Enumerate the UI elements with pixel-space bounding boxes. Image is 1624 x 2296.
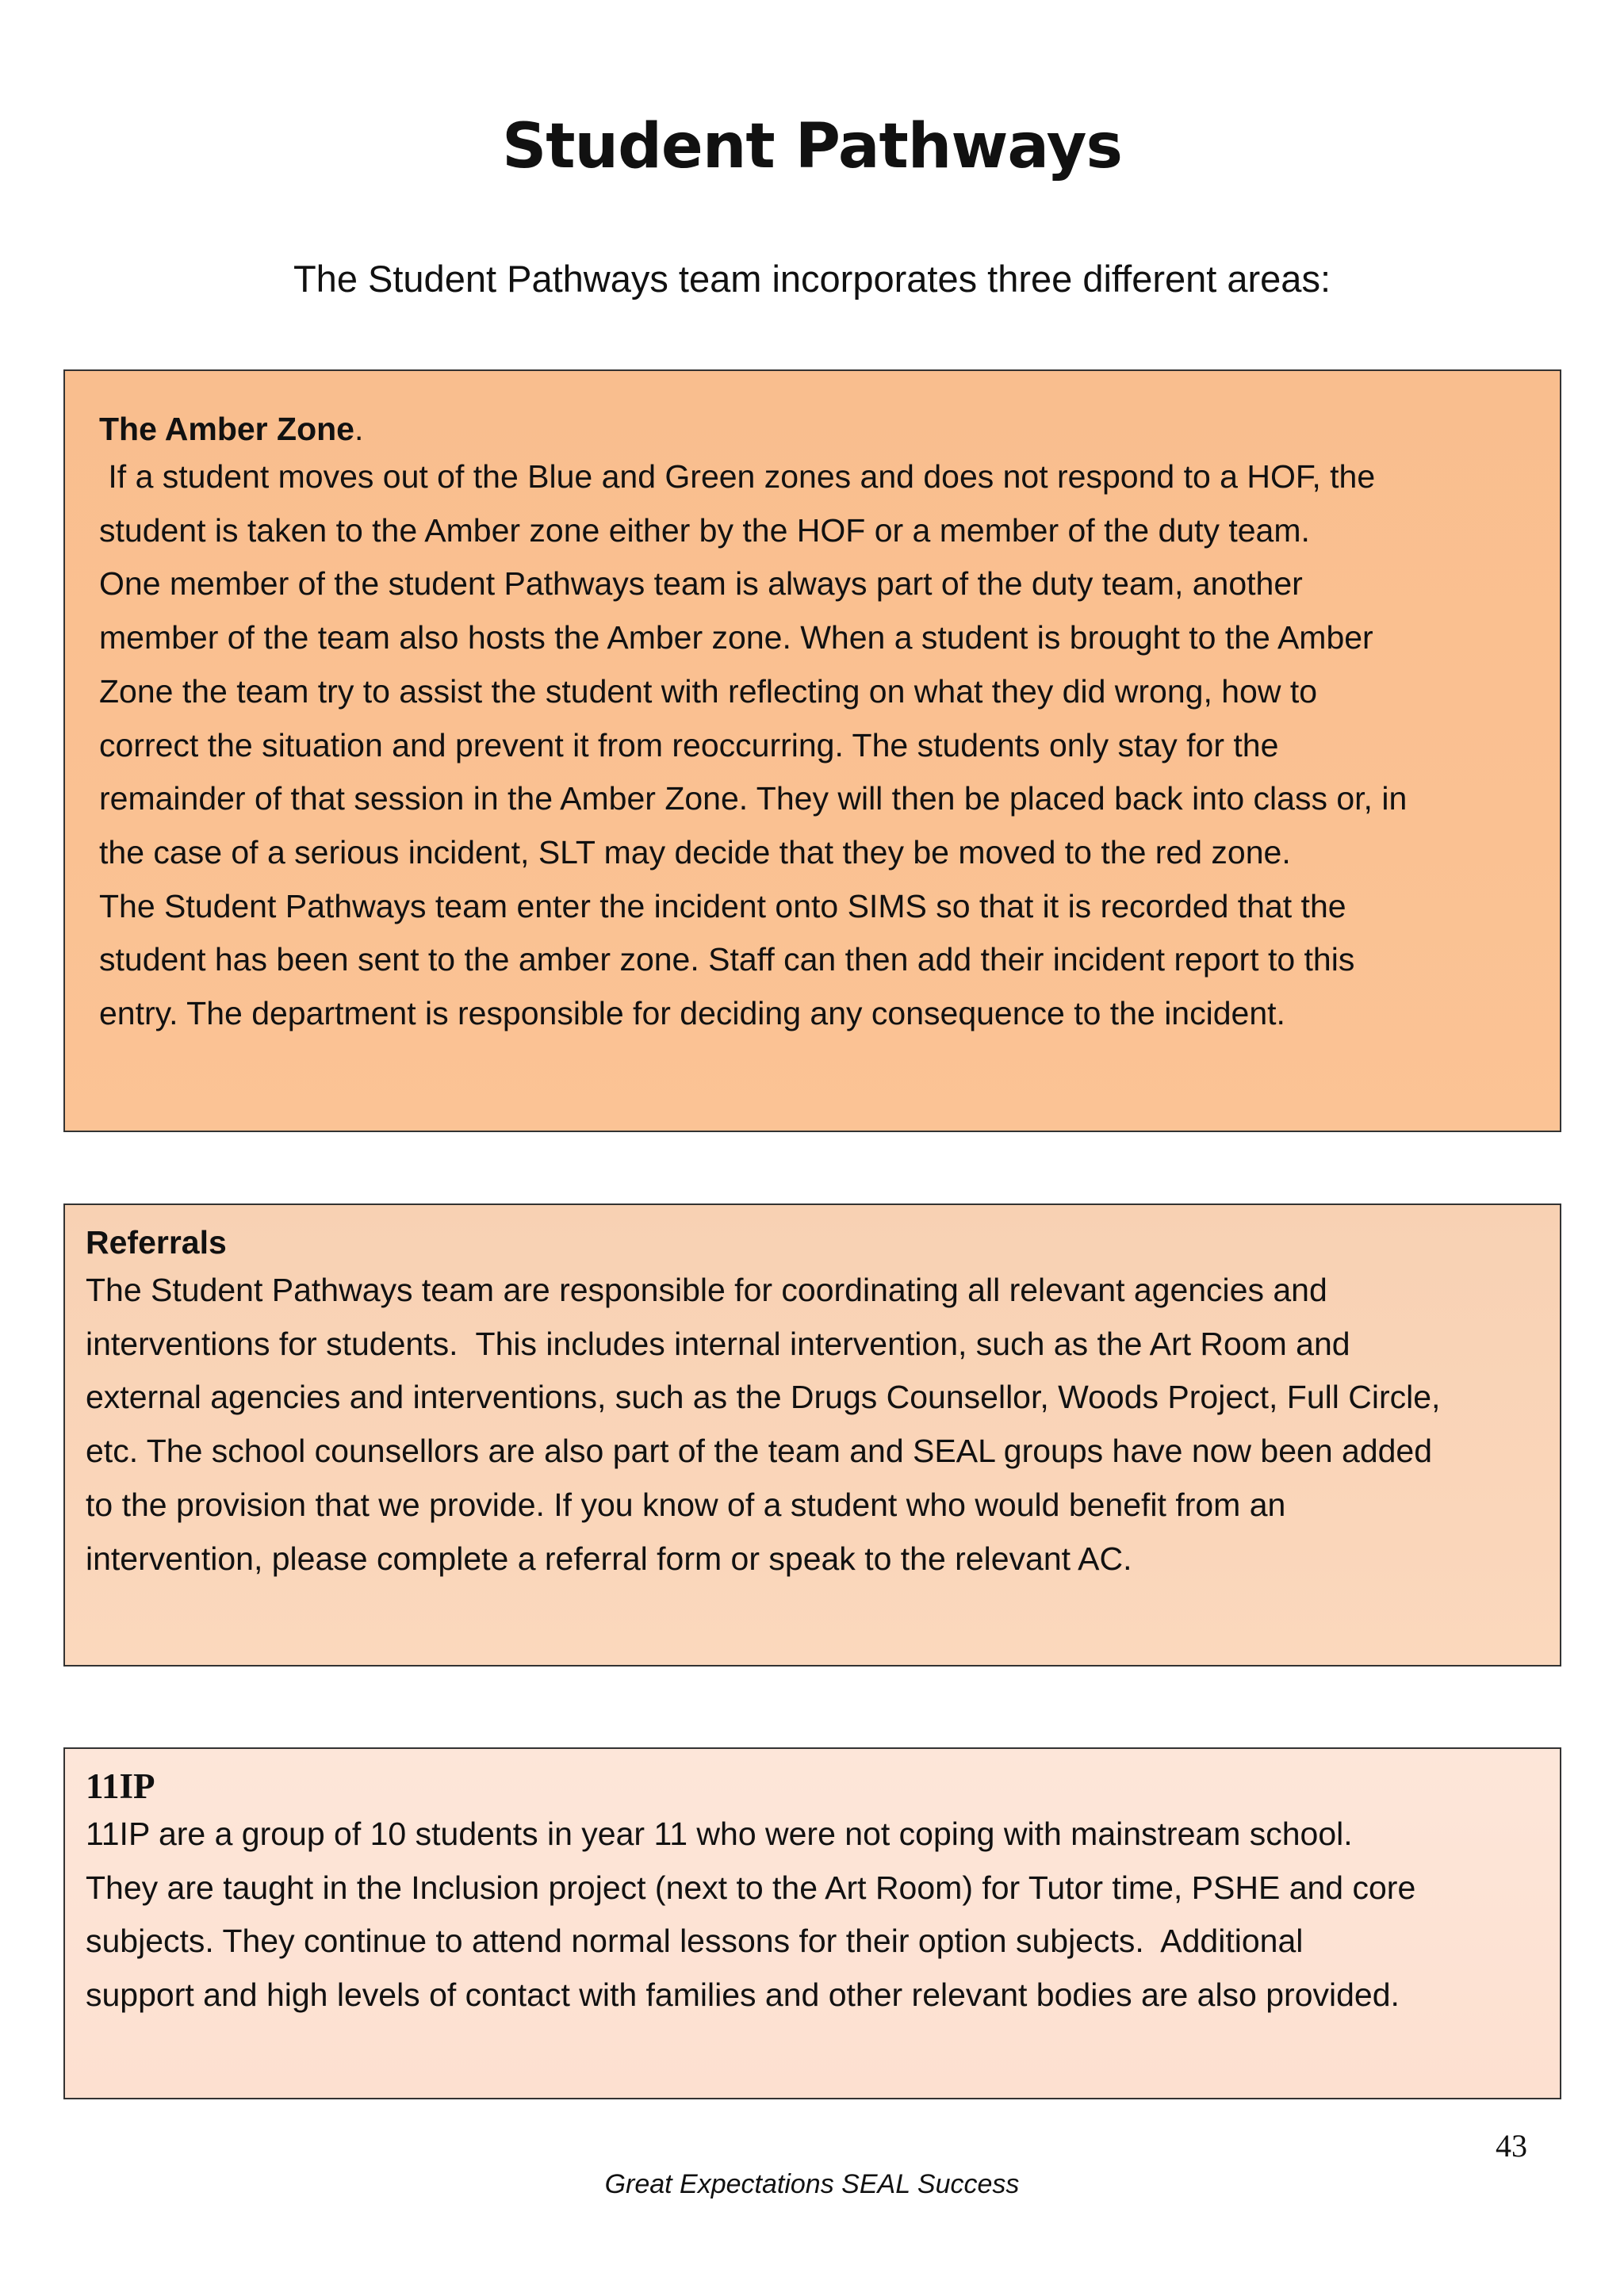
amber-zone-line: student is taken to the Amber zone either by the HOF or a member of the duty team. [99, 511, 1310, 549]
amber-zone-line: correct the situation and prevent it from reoccurring. The students only stay for the [99, 726, 1279, 763]
11ip-line: They are taught in the Inclusion project (next to the Art Room) for Tutor time, PSHE and core [86, 1869, 1416, 1906]
referrals-text [86, 1264, 1536, 1586]
amber-zone-text [99, 450, 1528, 1041]
referrals-box [63, 1203, 1561, 1667]
referrals-line: to the provision that we provide. If you know of a student who would benefit from an [86, 1486, 1286, 1523]
11ip-line: 11IP are a group of 10 students in year 11 who were not coping with mainstream school. [86, 1816, 1353, 1852]
11ip-box [63, 1747, 1561, 2099]
referrals-line: The Student Pathways team are responsible for coordinating all relevant agencies and [86, 1272, 1327, 1308]
referrals-line: interventions for students. This includes internal intervention, such as the Art Room and [86, 1325, 1350, 1362]
amber-zone-line: The Student Pathways team enter the incident onto SIMS so that it is recorded that the [99, 887, 1346, 924]
amber-zone-box [63, 369, 1561, 1132]
referrals-heading: Referrals [86, 1224, 227, 1261]
amber-zone-line: Zone the team try to assist the student with reflecting on what they did wrong, how to [99, 672, 1318, 710]
11ip-line: support and high levels of contact with families and other relevant bodies are also provided. [86, 1976, 1400, 2014]
footer-text: Great Expectations SEAL Success [604, 2169, 1020, 2199]
amber-zone-heading-punctuation: . [354, 411, 364, 447]
amber-zone-line: the case of a serious incident, SLT may decide that they be moved to the red zone. [99, 833, 1291, 871]
amber-zone-line: member of the team also hosts the Amber zone. When a student is brought to the Amber [99, 619, 1373, 656]
amber-zone-line: One member of the student Pathways team is always part of the duty team, another [99, 565, 1303, 603]
referrals-line: external agencies and interventions, such as the Drugs Counsellor, Woods Project, Full Circle, [86, 1379, 1441, 1416]
11ip-heading: 11IP [86, 1766, 155, 1806]
referrals-line: etc. The school counsellors are also part of the team and SEAL groups have now been added [86, 1433, 1433, 1470]
amber-zone-line: If a student moves out of the Blue and Green zones and does not respond to a HOF, the [99, 458, 1376, 495]
amber-zone-heading: The Amber Zone [99, 411, 354, 447]
amber-zone-heading-row [99, 408, 1528, 450]
page-title: Student Pathways [502, 111, 1122, 182]
intro-text: The Student Pathways team incorporates three different areas: [293, 258, 1331, 300]
amber-zone-line: remainder of that session in the Amber Zone. They will then be placed back into class or, in [99, 780, 1408, 817]
referrals-line: intervention, please complete a referral form or speak to the relevant AC. [86, 1540, 1132, 1577]
page-number: 43 [1496, 2128, 1527, 2164]
11ip-text [86, 1808, 1536, 2022]
amber-zone-line: student has been sent to the amber zone. Staff can then add their incident report to this [99, 941, 1355, 978]
11ip-line: subjects. They continue to attend normal lessons for their option subjects. Additional [86, 1923, 1304, 1960]
amber-zone-line: entry. The department is responsible for deciding any consequence to the incident. [99, 995, 1285, 1032]
